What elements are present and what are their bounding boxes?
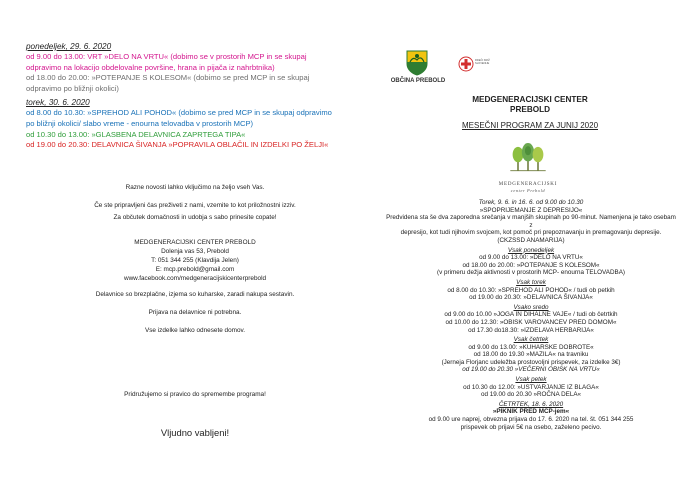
welcome-text: Vljudno vabljeni!: [160, 427, 230, 438]
block-line: od 9.00 do 13.00: »KUHARSKE DOBROTE«: [468, 343, 594, 351]
block-heading: Vsak četrtek: [513, 336, 549, 344]
schedule-continuation: [26, 41, 356, 151]
block-event: [386, 401, 676, 431]
intro-title: »SPOPRIJEMANJE Z DEPRESIJO«: [479, 206, 583, 214]
info-line-2: Če ste pripravljeni čas preživeti z nami, vzemite to kot priložnostni izziv.: [94, 202, 296, 209]
info-line-3: Za občutek domačnosti in udobja s sabo prinesite copate!: [113, 214, 277, 221]
org-phone: T: 051 344 255 (Klavdija Jelen): [151, 257, 239, 264]
emblem-caption-1: MEDGENERACIJSKI: [498, 182, 558, 187]
block-heading: Vsako sredo: [513, 303, 549, 311]
event-title: »PIKNIK PRED MCP-jem«: [492, 408, 570, 416]
block-line: od 8.00 do 10.30: »SPREHOD ALI POHOD« / tudi ob petkih: [447, 286, 615, 294]
event-text-1: od 9.00 ure naprej, obvezna prijava do 17. 6. 2020 na tel. št. 051 344 255: [428, 416, 634, 424]
intro-text-2: depresijo, kot tudi njihovim svojcem, kot pomoč pri prepoznavanju in premagovanju depresije.: [400, 229, 662, 237]
block-heading: Vsak ponedeljek: [507, 246, 555, 254]
monday-entry-3: od 18.00 do 20.00: »POTEPANJE S KOLESOM« (dobimo se pred MCP in se skupaj: [26, 73, 310, 83]
block-line: od 18.00 do 19.30 »MAZILA« na travniku: [473, 351, 589, 359]
org-email[interactable]: E: mcp.prebold@gmail.com: [155, 266, 235, 273]
block-line: od 9.00 do 13.00: »DELO NA VRTU«: [479, 254, 583, 262]
monday-entry-1: od 9.00 do 13.00: VRT »DELO NA VRTU« (dobimo se v prostorih MCP in se skupaj: [26, 52, 307, 61]
block-thursday: [386, 336, 676, 374]
municipality-crest-icon: [406, 50, 428, 76]
signup-note: Prijava na delavnice ni potrebna.: [148, 309, 242, 316]
block-heading: Vsak petek: [515, 376, 547, 384]
block-line: (Jerneja Florjanc udeležba prostovoljni prispevek, za izdelke 3€): [441, 358, 621, 366]
block-tuesday: [386, 279, 676, 302]
block-monday: [386, 247, 676, 277]
program-title: [410, 95, 650, 130]
day-heading-tuesday: torek, 30. 6. 2020: [26, 98, 90, 108]
red-cross-logo: [458, 54, 498, 74]
monthly-program: [386, 199, 676, 431]
block-friday: [386, 376, 676, 399]
day-heading-monday: ponedeljek, 29. 6. 2020: [26, 42, 112, 51]
event-text-2: prispevek ob prijavi 5€ na osebo, zaželeno pecivo.: [460, 423, 602, 431]
emblem-caption-2: center Prebold: [510, 188, 546, 193]
block-wednesday: [386, 304, 676, 334]
block-line: od 10.00 do 12.30: »OBISK VAROVANCEV PRED DOMOM«: [445, 318, 617, 326]
block-line: od 19.00 do 20.30 »VEČERNI OBISK NA VRTU«: [462, 366, 600, 374]
block-line: od 18.00 do 20.00: »POTEPANJE S KOLESOM«: [462, 261, 600, 269]
monday-entry-2: odpravimo na lokacijo obdelovalne površine, hrana in pijača iz nahrbtnika): [26, 62, 275, 72]
org-facebook-link[interactable]: www.facebook.com/medgeneracijskicenterprebold: [123, 275, 267, 282]
monday-entry-4: odpravimo po bližnji okolici): [26, 83, 119, 93]
block-line: od 19.00 do 20.30 »ROČNA DELA«: [480, 391, 582, 399]
take-home-note: Vse izdelke lahko odnesete domov.: [144, 327, 246, 334]
tuesday-entry-4: od 19.00 do 20.30: DELAVNICA ŠIVANJA »POPRAVILA OBLAČIL IN IZDELKI PO ŽELJI«: [26, 140, 329, 150]
block-line: od 17.30 do18.30: »IZDELAVA HERBARIJA«: [468, 326, 594, 334]
block-line: od 10.30 do 12.00: »USTVARJANJE IZ BLAGA«: [463, 383, 599, 391]
title-line-3: MESEČNI PROGRAM ZA JUNIJ 2020: [461, 121, 599, 130]
title-line-2: PREBOLD: [509, 105, 551, 114]
municipality-caption: OBČINA PREBOLD: [390, 78, 446, 84]
block-line: od 19.00 do 20.30: »DELAVNICA ŠIVANJA«: [469, 294, 593, 302]
red-cross-text: RDEČI KRIŽ SLOVENIJE: [475, 59, 490, 65]
block-line: od 9.00 do 10.00 »JOGA IN DIHALNE VAJE« / tudi ob četrtkih: [444, 311, 618, 319]
rights-note: Pridružujemo si pravico do spremembe programa!: [124, 391, 266, 398]
event-heading: ČETRTEK, 18. 6. 2020: [498, 400, 564, 408]
title-line-1: MEDGENERACIJSKI CENTER: [472, 95, 588, 104]
intro-heading: Torek, 9. 6. in 16. 6. od 9.00 do 10.30: [478, 199, 584, 206]
logo-area: [390, 46, 500, 96]
tuesday-entry-3: od 10.30 do 13.00: »GLASBENA DELAVNICA ZAPRTEGA TIPA«: [26, 129, 246, 139]
intro-text-1: Predvidena sta še dva zaporedna srečanja v manjših skupinah po 90-minut. Namenjena je tako osebam z: [386, 214, 676, 229]
info-line-1: Razne novosti lahko vključimo na željo vseh Vas.: [125, 184, 265, 191]
org-name: MEDGENERACIJSKI CENTER PREBOLD: [134, 239, 256, 246]
tuesday-entry-2: po bližnji okolici/ slabo vreme - enourna telovadba v prostorih MCP): [26, 118, 254, 128]
tuesday-entry-1: od 8.00 do 10.30: »SPREHOD ALI POHOD« (dobimo se pred MCP in se skupaj odpravimo: [26, 108, 332, 118]
block-line: (v primeru dežja aktivnosti v prostorih MCP- enourna TELOVADBA): [436, 269, 626, 277]
intro-text-3: (CKZSSD ANAMARIJA): [497, 236, 565, 244]
free-workshops-note: Delavnice so brezplačne, izjema so kuharske, zaradi nakupa sestavin.: [95, 291, 295, 298]
org-address: Dolenja vas 53, Prebold: [161, 248, 229, 255]
block-heading: Vsak torek: [516, 278, 546, 286]
